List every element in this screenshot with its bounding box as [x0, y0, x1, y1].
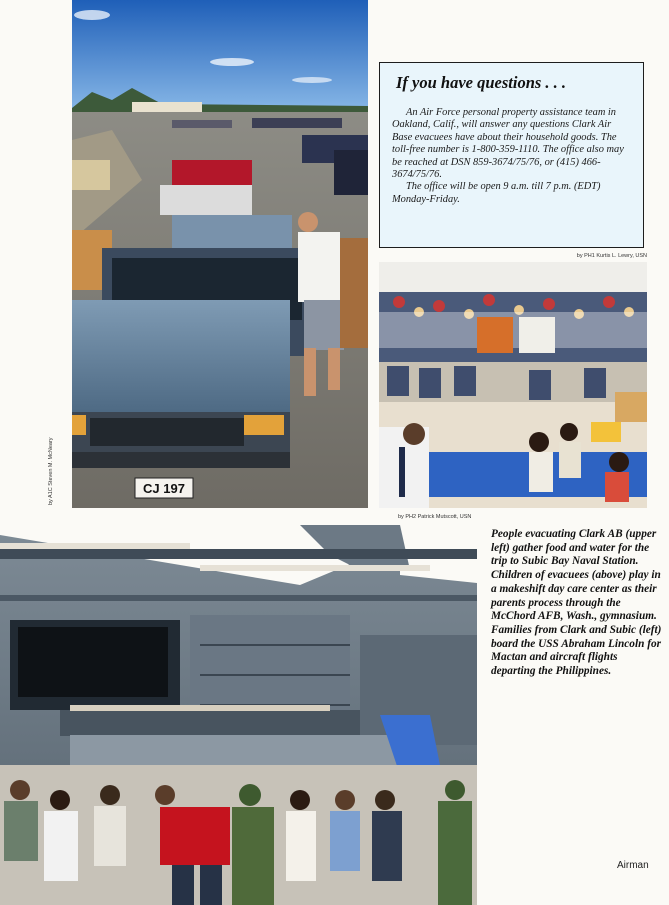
convoy-photo-credit: by A1C Steven M. McNeary [48, 437, 54, 505]
convoy-photo [72, 0, 368, 508]
magazine-footer-label: Airman [617, 860, 649, 871]
carrier-photo [0, 525, 477, 905]
sidebar-paragraph-hours: The office will be open 9 a.m. till 7 p.m. (EDT) Monday-Friday. [392, 181, 601, 205]
questions-sidebar [379, 62, 644, 248]
carrier-photo-credit: by PH2 Patrick Mutscott, USN [398, 514, 472, 520]
sidebar-title: If you have questions . . . [396, 73, 567, 92]
daycare-photo [379, 262, 647, 508]
sidebar-paragraph-contact: An Air Force personal property assistance team in Oakland, Calif., will answer any questions Clark Air Base evacuees have about their household goods. The toll-free number is 1-800-359-1110. The office also may be reached at DSN 859-3674/75/76, or (415) 466-3674/75/76. [392, 107, 624, 181]
daycare-photo-credit: by PH1 Kurtis L. Lewry, USN [576, 253, 647, 259]
license-plate-text: CJ 197 [143, 481, 185, 496]
photo-caption: People evacuating Clark AB (upper left) gather food and water for the trip to Subic Bay Naval Station. Children of evacuees (above) play in a makeshift day care center as their parents process through the McChord AFB, Wash., gymnasium. Families from Clark and Subic (left) board the USS Abraham Lincoln for Mactan and aircraft flights departing the Philippines. [491, 528, 662, 678]
